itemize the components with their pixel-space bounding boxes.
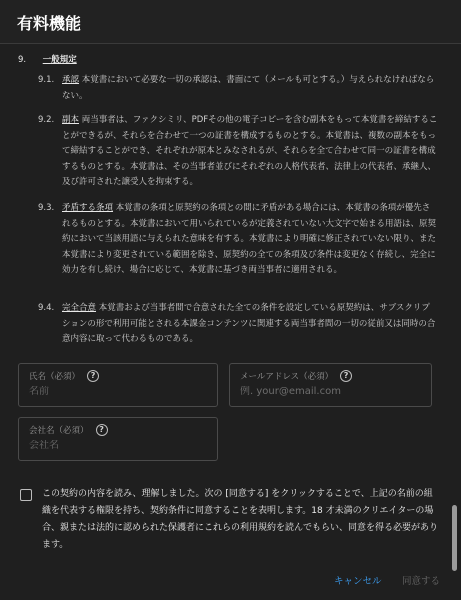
clause-conflicting-terms bbox=[38, 201, 438, 279]
section-number: 9. bbox=[18, 55, 27, 65]
email-field[interactable] bbox=[229, 363, 432, 407]
name-field[interactable] bbox=[18, 363, 218, 407]
clause-heading: 承認 bbox=[62, 75, 80, 85]
agreement-content[interactable] bbox=[0, 45, 449, 558]
email-input[interactable] bbox=[240, 386, 400, 397]
clause-heading: 矛盾する条項 bbox=[62, 203, 114, 213]
clause-number: 9.2. bbox=[38, 115, 55, 125]
help-icon[interactable]: ? bbox=[96, 424, 108, 436]
section-title: 一般規定 bbox=[42, 55, 77, 65]
name-input[interactable] bbox=[29, 386, 189, 397]
dialog-title: 有料機能 bbox=[17, 14, 82, 33]
help-icon[interactable]: ? bbox=[340, 370, 352, 382]
agree-button[interactable]: 同意する bbox=[402, 573, 440, 587]
clause-text: 本覚書の条項と原契約の条項との間に矛盾がある場合には、本覚書の条項が優先されるものとする。本覚書において用いられているが定義されていない大文字で始まる用語は、原契約において当該用語に与えられた意味を有する。本覚書により明確に修正されていない限り、また本覚書により変更されている範囲を除き、原契約の全ての条項及び条件は変更なく存続し、完全に効力を有し続け、場合に応じて、本覚書に基づき両当事者に適用される。 bbox=[62, 203, 437, 275]
company-input[interactable] bbox=[29, 440, 189, 451]
clause-text: 本覚書において必要な一切の承認は、書面にて（メールも可とする。）与えられなければならない。 bbox=[62, 75, 435, 101]
clause-heading: 完全合意 bbox=[62, 303, 97, 313]
help-icon[interactable]: ? bbox=[87, 370, 99, 382]
clause-heading: 副本 bbox=[62, 115, 80, 125]
section-heading bbox=[18, 53, 77, 65]
dialog-footer bbox=[0, 558, 461, 600]
consent-row bbox=[20, 486, 440, 554]
consent-text: この契約の内容を読み、理解しました。次の [同意する] をクリックすることで、上記の名前の組織を代表する権限を持ち、契約条件に同意することを表明します。18 才未満のクリエイターの場合、親または法的に認められた保護者にこれらの利用規約を読んでもらい、同意を得る必要があります。 bbox=[42, 489, 439, 550]
clause-approval bbox=[38, 73, 438, 104]
company-field-label: 会社名（必須） ? bbox=[29, 424, 108, 436]
company-field[interactable] bbox=[18, 417, 218, 461]
dialog-header bbox=[0, 0, 461, 44]
clause-number: 9.3. bbox=[38, 203, 55, 213]
clause-number: 9.4. bbox=[38, 303, 55, 313]
email-field-label: メールアドレス（必須） ? bbox=[240, 370, 352, 382]
clause-number: 9.1. bbox=[38, 75, 55, 85]
clause-text: 両当事者は、ファクシミリ、PDFその他の電子コピーを含む副本をもって本覚書を締結することができるが、それらを合わせて一つの証書を構成するものとする。本覚書は、複数の副本をもって締結することができ、それぞれが原本とみなされるが、それらを全て合わせて同一の証書を構成するものとする。本覚書は、その当事者並びにそれぞれの人格代表者、法律上の代表者、承継人、及び許可された譲受人を拘束する。 bbox=[62, 115, 438, 187]
cancel-button[interactable]: キャンセル bbox=[334, 573, 382, 587]
name-field-label: 氏名（必須） ? bbox=[29, 370, 99, 382]
clause-entire-agreement bbox=[38, 301, 438, 348]
clause-text: 本覚書および当事者間で合意された全ての条件を設定している原契約は、サブスクリプションの形で利用可能とされる本課金コンテンツに関連する両当事者間の一切の従前又は同時の合意内容に取って代わるものである。 bbox=[62, 303, 436, 344]
consent-checkbox[interactable] bbox=[20, 489, 32, 501]
clause-counterparts bbox=[38, 113, 438, 191]
